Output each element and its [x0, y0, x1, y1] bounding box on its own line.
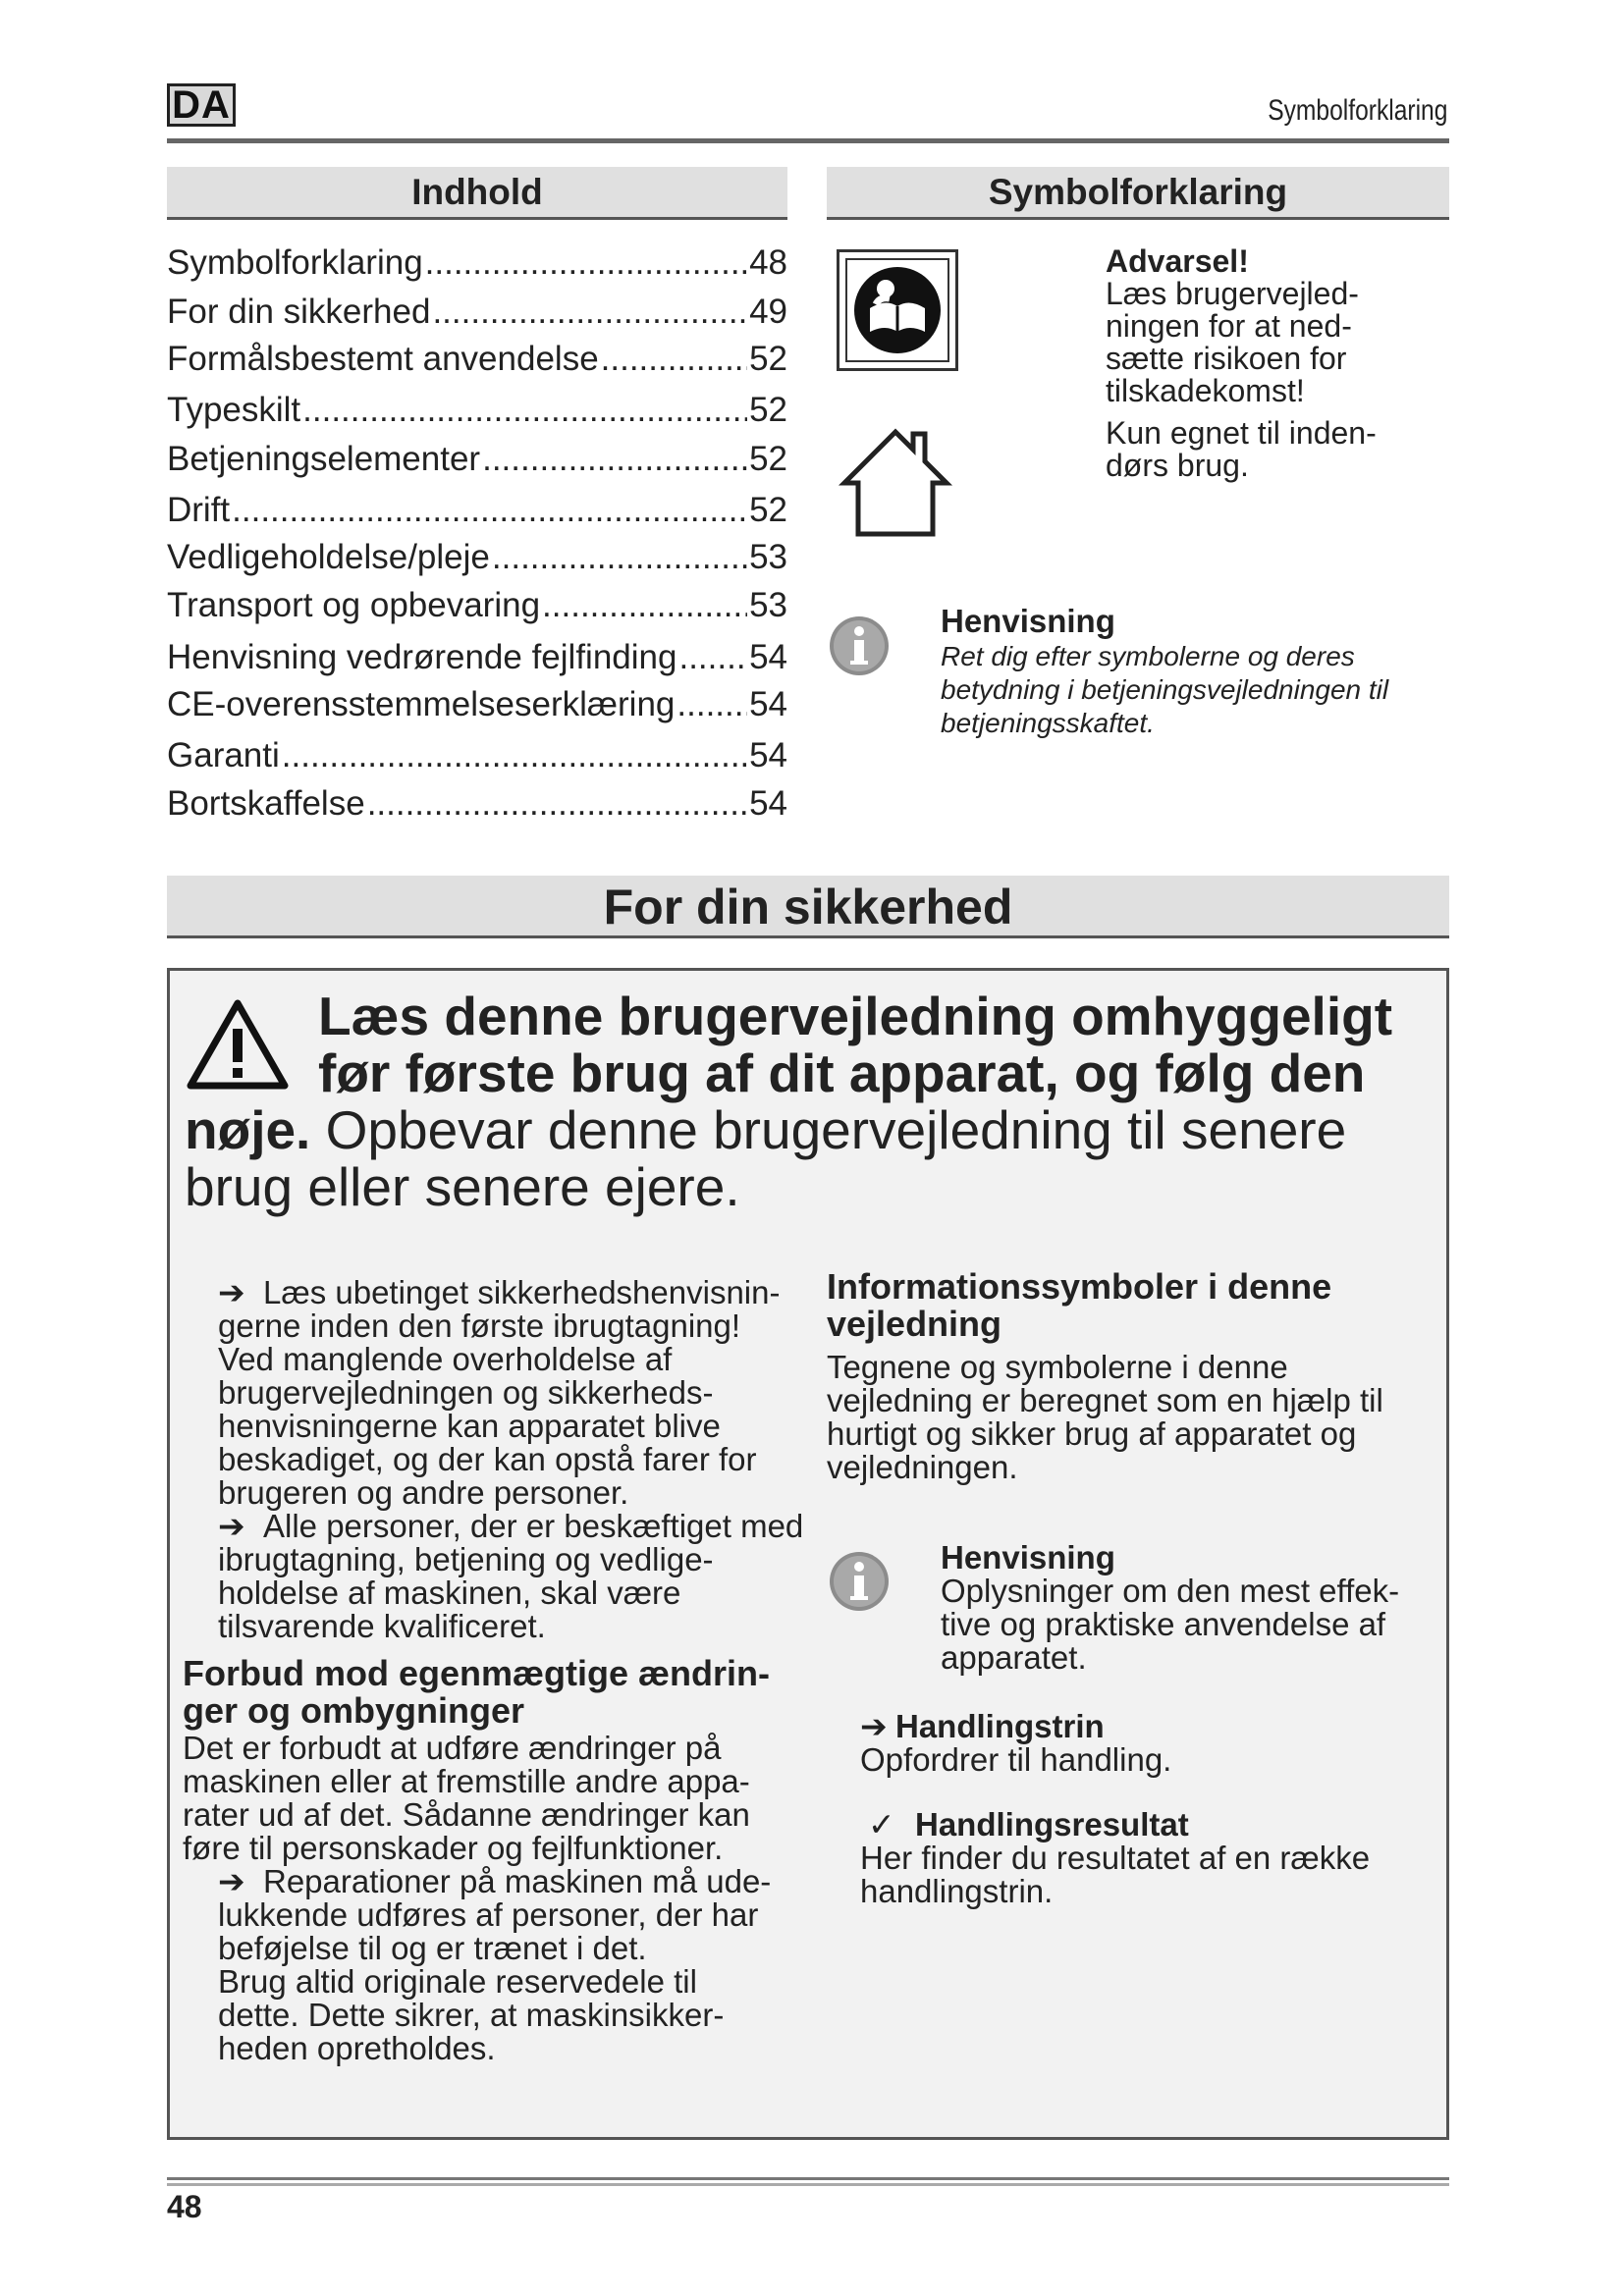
toc-leader-dots — [367, 784, 747, 824]
action-result: ✓ Handlingsresultat Her finder du resultatet af en række handlingstrin. — [860, 1806, 1371, 1909]
info-symbols-heading: Informationssymboler i denne vejledning — [827, 1266, 1332, 1344]
toc-leader-dots — [302, 391, 747, 430]
toc-entry-page: 52 — [749, 391, 787, 429]
info-icon — [827, 614, 892, 678]
toc-entry-page: 54 — [749, 736, 787, 774]
toc-leader-dots — [492, 538, 747, 577]
toc-entry-label: Symbolforklaring — [167, 243, 423, 282]
toc-leader-dots — [282, 736, 747, 775]
check-icon: ✓ — [868, 1806, 895, 1842]
safety-left-column — [183, 1276, 821, 2065]
toc-entry-page: 52 — [749, 340, 787, 378]
info-icon — [827, 1549, 892, 1614]
toc-entry-page: 52 — [749, 440, 787, 478]
list-item: ➔ Læs ubetinget sikkerhedshenvisnin- gerne inden den første ibrugtagning! Ved manglende overholdelse af brugervejledningen og sikkerheds- henvisningerne kan apparatet blive beskadiget, og der kan opstå farer for brugeren og andre personer. — [218, 1274, 781, 1511]
symbol-note-text: Ret dig efter symbolerne og deres betydning i betjeningsvejledningen til betjeningsskaftet. — [941, 641, 1389, 738]
toc-entry-label: Bortskaffelse — [167, 784, 365, 823]
toc-entry-label: Formålsbestemt anvendelse — [167, 340, 599, 378]
info-note-title: Henvisning — [941, 1539, 1115, 1575]
info-symbols-paragraph: Tegnene og symbolerne i denne vejledning er beregnet som en hjælp til hurtigt og sikker brug af apparatet og vejledningen. — [827, 1349, 1383, 1485]
toc-entry-label: Transport og opbevaring — [167, 586, 541, 624]
toc-entry — [167, 440, 787, 479]
toc-entry-label: Typeskilt — [167, 391, 301, 429]
toc-entry — [167, 784, 787, 824]
toc-entry-page: 54 — [749, 685, 787, 723]
arrow-icon: ➔ — [860, 1708, 888, 1744]
toc-entry — [167, 586, 787, 625]
toc-entry — [167, 243, 787, 283]
toc-entry-page: 54 — [749, 784, 787, 823]
toc-leader-dots — [232, 491, 747, 530]
toc-title: Indhold — [167, 167, 787, 220]
toc-entry — [167, 491, 787, 530]
toc-leader-dots — [425, 243, 747, 283]
toc-entry-page: 49 — [749, 293, 787, 331]
toc-entry-label: Henvisning vedrørende fejlfinding — [167, 638, 677, 676]
running-title: Symbolforklaring — [1267, 94, 1447, 127]
toc-entry-page: 54 — [749, 638, 787, 676]
toc-entry-label: Vedligeholdelse/pleje — [167, 538, 490, 576]
safety-title: For din sikkerhed — [167, 876, 1449, 938]
toc-entry-page: 53 — [749, 538, 787, 576]
language-badge: DA — [167, 83, 236, 127]
safety-intro: Læs denne brugervejledning omhyggeligt før første brug af dit apparat, og følg den nøje. Opbevar denne brugervejledning til senere brug eller senere ejere. — [185, 986, 1393, 1217]
symbols-title: Symbolforklaring — [827, 167, 1449, 220]
read-manual-icon — [837, 249, 958, 371]
toc-leader-dots — [542, 586, 747, 625]
symbol-note-title: Henvisning — [941, 603, 1115, 639]
modification-paragraph: Det er forbudt at udføre ændringer på maskinen eller at fremstille andre appa- rater ud af det. Sådanne ændringer kan føre til personskader og fejlfunktioner. — [183, 1730, 750, 1866]
toc-entry-label: CE-overensstemmelseserklæring — [167, 685, 676, 723]
action-step: ➔ Handlingstrin Opfordrer til handling. — [860, 1708, 1172, 1778]
footer-divider-secondary — [167, 2183, 1449, 2186]
toc-entry-page: 52 — [749, 491, 787, 529]
info-note-text: Oplysninger om den mest effek- tive og praktiske anvendelse af apparatet. — [941, 1573, 1400, 1676]
toc-entry — [167, 391, 787, 430]
list-item: ➔ Alle personer, der er beskæftiget med ibrugtagning, betjening og vedlige- holdelse af maskinen, skal være tilsvarende kvalificeret. — [218, 1508, 804, 1644]
footer-divider — [167, 2177, 1449, 2180]
toc-leader-dots — [677, 685, 747, 724]
indoor-only-icon — [835, 424, 956, 537]
toc-entry-label: Garanti — [167, 736, 280, 774]
toc-entry — [167, 538, 787, 577]
list-item: ➔ Reparationer på maskinen må ude- lukkende udføres af personer, der har beføjelse til og er trænet i det. Brug altid originale reservedele til dette. Dette sikrer, at maskinsikker- heden opretholdes. — [218, 1863, 772, 2066]
toc-entry-page: 48 — [749, 243, 787, 282]
warning-text: Læs brugervejled- ningen for at ned- sætte risikoen for tilskadekomst! — [1106, 276, 1359, 408]
toc-entry — [167, 638, 787, 677]
toc-leader-dots — [432, 293, 747, 332]
safety-right-column — [827, 1268, 1435, 1484]
toc-leader-dots — [678, 638, 747, 677]
toc-leader-dots — [601, 340, 747, 379]
toc-entry-label: For din sikkerhed — [167, 293, 431, 331]
toc-leader-dots — [482, 440, 747, 479]
page-number: 48 — [167, 2189, 202, 2224]
indoor-text: Kun egnet til inden- dørs brug. — [1106, 415, 1377, 483]
modification-heading: Forbud mod egenmægtige ændrin- ger og ombygninger — [183, 1653, 770, 1731]
toc-entry-page: 53 — [749, 586, 787, 624]
toc-entry-label: Drift — [167, 491, 231, 529]
toc-entry — [167, 293, 787, 332]
toc-entry — [167, 340, 787, 379]
toc-entry — [167, 685, 787, 724]
warning-title: Advarsel! — [1106, 243, 1249, 279]
toc-entry-label: Betjeningselementer — [167, 440, 481, 478]
toc-entry — [167, 736, 787, 775]
header-divider — [167, 138, 1449, 143]
